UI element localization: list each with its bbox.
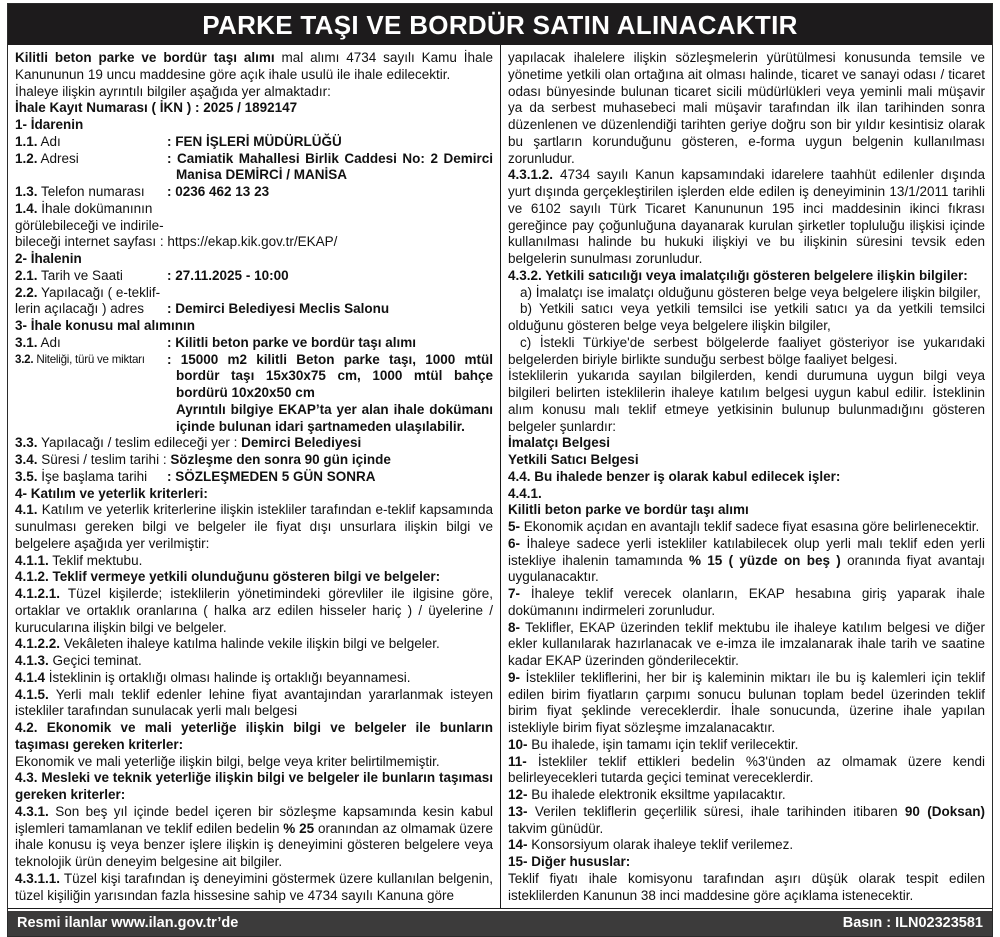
paragraph [508,486,985,503]
page-title: PARKE TAŞI VE BORDÜR SATIN ALINACAKTIR [8,4,992,45]
bold-text-run: Kilitli beton parke ve bordür taşı alımı [15,50,275,65]
text-run: yapılacak ihalelere ilişkin sözleşmelerin yürütülmesi konusunda temsile ve yönetime yetkili olan ortağına ait olması halinde, ticaret ve sanayi odası / ticaret odası bünyesinde bulunan ticaret sicili müdürlükleri veya yeminli mali müşavir ya da serbest muhasebeci mali müşavir tarafından ilk ilan tarihinden sonra düzenlenen ve düzenlendiği tarihten geriye doğru son bir yıldır kesintisiz olarak bu şartların korunduğunu gösteren, e-forma uygun belgenin kullanılması zorunludur. [508,50,985,166]
text-run: 4734 sayılı Kanun kapsamındaki idarelere taahhüt edilenler dışında yurt dışında gerçekleştirilen işlerden elde edilen iş deneyiminin 13/1/2011 tarihli ve 6102 sayılı Türk Ticaret Kanununun 195 inci maddesinin ikinci fıkrası gereğince pay çoğunluğuna dayanarak kurulan şirketler topluluğu ilişkisi içinde kullanılması halinde bu hukuki ilişkiyi ve bu ilişkinin süresini tevsik eden belgelerin sunulması zorunludur. [508,167,985,266]
paragraph [508,167,985,268]
paragraph [15,486,493,503]
bold-text-run: 13- [508,803,528,819]
text-run: Teklif fiyatı ihale komisyonu tarafından aşırı düşük olarak tespit edilen isteklilerden Kanunun 38 inci maddesine göre açıklama istenecektir. [508,870,985,903]
paragraph [508,754,985,788]
paragraph [15,218,493,235]
text-run: Adı [37,334,61,350]
field-value-paragraph [167,352,493,402]
field-value-paragraph [167,469,493,486]
text-run: mal alımı 4734 sayılı Kamu İhale Kanununun 19 uncu maddesine göre açık ihale usulü ile ihale edilecektir. [15,50,493,82]
bold-text-run: 2- İhalenin [15,251,82,266]
paragraph [508,452,985,469]
text-run: İhaleye sadece yerli istekliler katılabilecek olup yerli malı teklif eden yerli istekliye ihalenin tamamında [508,535,985,568]
text-run: c) İstekli Türkiye'de serbest bölgelerde faaliyet gösteriyor ise yukarıdaki belgelerden biriyle birlikte sunduğu serbest bölge faaliyet belgesi. [508,334,985,367]
bold-text-run: 9- [508,669,521,685]
bold-text-run: 4.3.1.2. [508,167,554,183]
bold-text-run: 4.1.5. [15,686,49,702]
key-value-row [15,268,493,285]
text-run: Adresi [37,150,79,166]
key-value-row [15,335,493,352]
paragraph [15,754,493,771]
paragraph [15,804,493,871]
bold-text-run: 3.2. [15,352,34,366]
field-label [15,469,167,486]
field-value [167,335,493,352]
paragraph [508,536,985,586]
left-column [8,45,500,908]
text-run: Teklifler, EKAP üzerinden teklif mektubu ile ihaleye katılım belgesi ve diğer ekler kullanılarak hazırlanacak ve e-imza ile imzalanarak ihale tarih ve saatine kadar EKAP üzerinden gönderilecektir. [508,619,985,668]
text-run: İstekliler tekliflerini, her bir iş kaleminin miktarı ile bu iş kalemleri için teklif edilen birim fiyatların çarpımı sonucu bulunan toplam bedel üzerinden teklif birim fiyat şeklinde vereceklerdir. İhale sonucunda, üzerine ihale yapılan istekliyle birim fiyat sözleşme imzalanacaktır. [508,669,985,735]
paragraph [15,435,493,452]
paragraph [15,871,493,905]
field-label [15,184,167,201]
bold-text-run: % 25 [283,820,315,836]
bold-text-run: 3.4. [15,452,38,467]
text-run: İhaleye teklif verecek olanların, EKAP hesabına giriş yaparak ihale dokümanını indirmeleri zorunludur. [508,586,985,618]
bold-text-run: 11- [508,753,527,769]
bold-text-run: 3.3. [15,435,38,451]
field-value [167,469,493,486]
field-value [167,184,493,201]
text-run: Adı [37,133,61,149]
text-run: Ekonomik açıdan en avantajlı teklif sadece fiyat esasına göre belirlenecektir. [520,519,980,534]
text-run: Verilen tekliflerin geçerlilik süresi, ihale tarihinden itibaren [527,803,905,819]
bold-text-run: 7- [508,586,521,601]
footer-bar [8,911,992,936]
bold-text-run: 4.4. Bu ihalede benzer iş olarak kabul edilecek işler: [508,468,841,484]
paragraph [508,301,985,335]
notice-body [8,45,992,909]
text-run: a) İmalatçı ise imalatçı olduğunu gösteren belge veya belgelere ilişkin bilgiler, [520,284,981,300]
paragraph [15,670,493,687]
text-run: lerin açılacağı ) adres [15,301,145,317]
paragraph [15,687,493,721]
bold-text-run: 1.1. [15,133,38,149]
text-run: Konsorsiyum olarak ihaleye teklif verilemez. [527,837,794,853]
paragraph [15,770,493,804]
paragraph [15,553,493,570]
bold-text-run: 12- [508,787,528,802]
field-label [15,134,167,151]
field-value [167,301,493,318]
key-value-row [15,151,493,185]
field-label [15,268,167,285]
bold-text-run: 2.2. [15,284,38,300]
bold-text-run: : 15000 m2 kilitli Beton parke taşı, 1000 mtül bordür taşı 15x30x75 cm, 1000 mtül bahçe bordürü 10x20x50 cm [167,351,493,400]
paragraph [508,335,985,369]
bold-text-run: 4.1. [15,502,38,518]
bold-text-run: % 15 ( yüzde on beş ) [688,552,841,568]
paragraph [15,285,493,302]
bold-text-run: 14- [508,837,528,853]
bold-text-run: : Demirci Belediyesi Meclis Salonu [167,301,390,317]
key-value-row [15,352,493,436]
paragraph [15,251,493,268]
bold-text-run: 4.1.3. [15,653,49,668]
paragraph [15,653,493,670]
bold-text-run: 4.1.2.2. [15,636,61,652]
paragraph [508,268,985,285]
text-run: b) Yetkili satıcı veya yetkili temsilci ise yetkili satıcı ya da yetkili temsilci olduğunu gösteren belge veya belgelere ilişkin bilgiler, [508,301,985,333]
field-value [167,151,493,185]
text-run: Geçici teminat. [48,653,142,668]
bold-text-run: İhale Kayıt Numarası ( İKN ) : 2025 / 1892147 [15,100,298,116]
paragraph [15,234,493,251]
bold-text-run: Yetkili Satıcı Belgesi [508,452,639,467]
footer-official-ads-label: Resmi ilanlar www.ilan.gov.tr’de [17,915,239,932]
paragraph [508,50,985,167]
paragraph [15,452,493,469]
text-run: Yapılacağı / teslim edileceği yer : [37,435,242,451]
bold-text-run: 4.3. Mesleki ve teknik yeterliğe ilişkin bilgi ve belgeler ile bunların taşıması gereken kriterler: [15,770,493,802]
bold-text-run: 3- İhale konusu mal alımının [15,318,196,333]
field-value [167,352,493,436]
paragraph [15,569,493,586]
field-value-paragraph [167,151,493,185]
paragraph [15,50,493,84]
key-value-row [15,301,493,318]
paragraph [508,435,985,452]
text-run: oranında fiyat avantajı uygulanacaktır. [508,552,986,585]
text-run: İhaleye ilişkin ayrıntılı bilgiler aşağıda yer almaktadır: [15,83,331,99]
key-value-row [15,184,493,201]
text-run: oranından az olmamak üzere ihale konusu iş veya benzer işlere ilişkin iş deneyimini gösteren belgelere veya teknolojik ürün deneyim belgesine ait bilgiler. [15,820,493,869]
paragraph [15,100,493,117]
bold-text-run: 3.5. [15,468,38,484]
field-label [15,151,167,185]
text-run: İsteklilerin yukarıda sayılan bilgilerden, kendi durumuna uygun bilgi veya bilgileri belirten isteklilerin ihaleye katılım belgesi uygun kabul edilir. İsteklinin alım konusu malı teklif etmeye yetkisinin bulunup bulunmadığını gösteren belgeler şunlardır: [508,368,985,434]
bold-text-run: : 0236 462 13 23 [167,184,270,199]
paragraph [15,720,493,754]
paragraph [15,318,493,335]
text-run: takvim günüdür. [508,820,604,836]
field-value-paragraph [167,335,493,352]
field-label [15,301,167,318]
bold-text-run: 3.1. [15,334,38,350]
paragraph [15,502,493,552]
text-run: Niteliği, türü ve miktarı [33,352,145,366]
text-run: Son beş yıl içinde bedel içeren bir sözleşme kapsamında kesin kabul işlemleri tamamlanan ve teklif edilen bedelin [15,803,493,836]
bold-text-run: 4.1.4 [15,669,46,685]
bold-text-run: 90 (Doksan) [904,803,985,819]
paragraph [508,854,985,871]
text-run: görülebileceği ve indirile- [15,217,164,233]
bold-text-run: Kilitli beton parke ve bordür taşı alımı [508,502,749,518]
bold-text-run: 6- [508,535,521,551]
field-label [15,352,167,436]
bold-text-run: 2.1. [15,267,38,283]
field-value-paragraph [167,134,493,151]
text-run: Telefon numarası [37,184,145,199]
paragraph [508,787,985,804]
text-run: İstekliler teklif ettikleri bedelin %3'ünden az olmamak üzere kendi belirleyecekleri tutarda geçici teminat vereceklerdir. [508,753,985,786]
bold-text-run: 4- Katılım ve yeterlik kriterleri: [15,485,208,501]
bold-text-run: 4.2. Ekonomik ve mali yeterliğe ilişkin bilgi ve belgeler ile bunların taşıması gereken kriterler: [15,720,493,752]
key-value-row [15,469,493,486]
bold-text-run: 4.1.2. Teklif vermeye yetkili olunduğunu gösteren bilgi ve belgeler: [15,569,441,585]
paragraph [508,519,985,536]
field-value-paragraph [167,184,493,201]
paragraph [15,201,493,218]
bold-text-run: 1.2. [15,150,38,166]
bold-text-run: 4.1.2.1. [15,586,61,601]
text-run: Bu ihalede, işin tamamı için teklif verilecektir. [527,736,799,752]
key-value-row [15,134,493,151]
paragraph [15,117,493,134]
bold-text-run: Sözleşme den sonra 90 gün içinde [170,452,391,467]
text-run: İsteklinin iş ortaklığı olması halinde iş ortaklığı beyannamesi. [45,669,411,685]
text-run: Tüzel kişilerde; isteklilerin yönetimindeki görevliler ile ilgisine göre, ortaklar ve ortaklık oranlarına ( halka arz edilen hisseler hariç ) / üyelerine / kurucularına ilişkin bilgi ve belgeler. [15,586,493,635]
field-value-paragraph [167,268,493,285]
text-run: Vekâleten ihaleye katılma halinde vekile ilişkin bilgi ve belgeler. [60,636,440,652]
bold-text-run: 1.4. [15,200,38,216]
paragraph [15,636,493,653]
bold-text-run: 5- [508,519,521,534]
paragraph [508,502,985,519]
text-run: Ekonomik ve mali yeterliğe ilişkin bilgi, belge veya kriter belirtilmemiştir. [15,753,440,769]
bold-text-run: 4.3.2. Yetkili satıcılığı veya imalatçılığı gösteren belgelere ilişkin bilgiler: [508,267,968,283]
text-run: İhale dokümanının [37,200,153,216]
text-run: Katılım ve yeterlik kriterlerine ilişkin istekliler tarafından e-teklif kapsamında sunulması gereken bilgi ve belgeler ile fiyat dışı unsurlara ilişkin bilgi ve belgelere aşağıda yer verilmiştir: [15,502,493,551]
paragraph [15,586,493,636]
text-run: Süresi / teslim tarihi : [37,452,171,467]
notice-page [7,3,993,937]
field-label [15,335,167,352]
bold-text-run: 10- [508,736,528,752]
paragraph [508,469,985,486]
bold-text-run: 1.3. [15,184,38,199]
footer-press-id: Basın : ILN02323581 [842,915,983,932]
bold-text-run: : Camiatik Mahallesi Birlik Caddesi No: 2 Demirci Manisa DEMİRCİ / MANİSA [167,150,493,183]
bold-text-run: 4.3.1. [15,803,49,819]
paragraph [508,368,985,435]
field-value [167,268,493,285]
right-column [500,45,992,908]
bold-text-run: Demirci Belediyesi [241,435,362,451]
paragraph [508,285,985,302]
text-run: Yerli malı teklif edenler lehine fiyat avantajından yararlanmak isteyen istekliler tarafından sunulacak yerli malı belgesi [15,686,493,719]
text-run: İşe başlama tarihi [37,468,148,484]
text-run: Bu ihalede elektronik eksiltme yapılacaktır. [527,787,786,802]
bold-text-run: 15- Diğer hususlar: [508,854,631,869]
paragraph [508,586,985,620]
bold-text-run: 4.3.1.1. [15,870,61,886]
bold-text-run: : 27.11.2025 - 10:00 [167,267,289,283]
paragraph [508,837,985,854]
text-run: Tarih ve Saati [37,267,123,283]
paragraph [508,620,985,670]
paragraph [508,670,985,737]
bold-text-run: Ayrıntılı bilgiye EKAP’ta yer alan ihale dokümanı içinde bulunan idari şartnameden ulaşılabilir. [176,401,493,434]
text-run: Yapılacağı ( e-teklif- [37,284,161,300]
bold-text-run: 8- [508,619,521,635]
paragraph [508,737,985,754]
bold-text-run: : SÖZLEŞMEDEN 5 GÜN SONRA [167,468,376,484]
bold-text-run: : FEN İŞLERİ MÜDÜRLÜĞÜ [167,133,342,149]
bold-text-run: 4.1.1. [15,552,49,568]
bold-text-run: İmalatçı Belgesi [508,435,611,451]
text-run: Teklif mektubu. [48,552,143,568]
text-run: bileceği internet sayfası : https://ekap.kik.gov.tr/EKAP/ [15,234,338,250]
bold-text-run: 4.4.1. [508,485,542,501]
paragraph [508,804,985,838]
bold-text-run: : Kilitli beton parke ve bordür taşı alımı [167,334,417,350]
field-value-paragraph [167,402,493,436]
field-value-paragraph [167,301,493,318]
field-value [167,134,493,151]
paragraph [508,871,985,905]
paragraph [15,84,493,101]
text-run: Tüzel kişi tarafından iş deneyimini göstermek üzere kullanılan belgenin, tüzel kişiliğin yarısından fazla hissesine sahip ve 4734 sayılı Kanuna göre [15,870,493,903]
bold-text-run: 1- İdarenin [15,117,84,132]
